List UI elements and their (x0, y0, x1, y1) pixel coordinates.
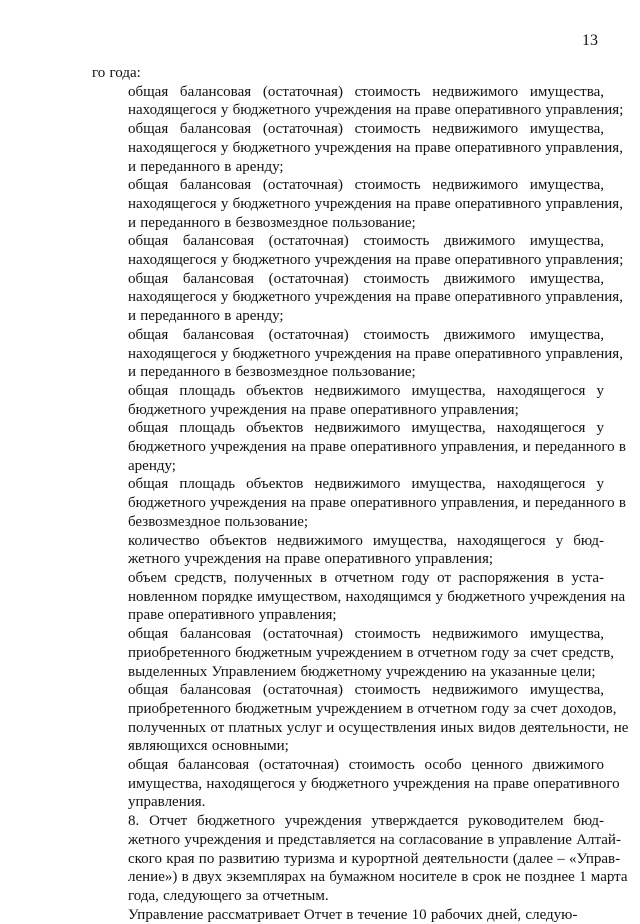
text-line: ление») в двух экземплярах на бумажном носителе в срок не позднее 1 марта (128, 869, 628, 886)
text-line: го года: (92, 65, 141, 81)
paragraph (92, 625, 615, 681)
text-line: общая балансовая (остаточная) стоимость особо ценного движимого (128, 757, 604, 774)
paragraph (92, 681, 629, 756)
text-line: Управление рассматривает Отчет в течение 10 рабочих дней, следую- (128, 906, 578, 923)
paragraph (92, 270, 623, 326)
paragraph (92, 83, 624, 120)
text-line: бюджетного учреждения на праве оперативного управления; (128, 401, 519, 418)
text-line: и переданного в аренду; (128, 158, 284, 175)
text-line: 8. Отчет бюджетного учреждения утверждается руководителем бюд- (128, 813, 604, 830)
text-line: ского края по развитию туризма и курортной деятельности (далее – «Управ- (128, 850, 621, 867)
paragraph (92, 532, 604, 569)
text-line: приобретенного бюджетным учреждением в отчетном году за счет доходов, (128, 700, 617, 717)
text-line: бюджетного учреждения на праве оперативного управления, и переданного в (128, 495, 626, 512)
text-line: общая балансовая (остаточная) стоимость движимого имущества, (128, 270, 604, 287)
paragraph (92, 812, 628, 906)
text-line: жетного учреждения и представляется на согласование в управление Алтай- (128, 831, 621, 848)
text-line: управления. (128, 794, 206, 811)
text-line: бюджетного учреждения на праве оперативного управления, и переданного в (128, 439, 626, 456)
text-line: жетного учреждения на праве оперативного управления; (128, 551, 494, 568)
paragraph (92, 120, 623, 176)
paragraph (92, 232, 624, 269)
text-line: полученных от платных услуг и осуществления иных видов деятельности, не (128, 719, 629, 736)
text-line: находящегося у бюджетного учреждения на праве оперативного управления; (128, 252, 624, 269)
text-line: количество объектов недвижимого имущества, находящегося у бюд- (128, 532, 604, 549)
text-line: и переданного в аренду; (128, 308, 284, 325)
body-text (92, 64, 629, 924)
text-line: находящегося у бюджетного учреждения на праве оперативного управления, (128, 195, 623, 212)
text-line: общая площадь объектов недвижимого имущества, находящегося у (128, 476, 604, 493)
text-line: находящегося у бюджетного учреждения на праве оперативного управления, (128, 139, 623, 156)
text-line: находящегося у бюджетного учреждения на праве оперативного управления, (128, 345, 623, 362)
text-line: года, следующего за отчетным. (128, 887, 329, 904)
paragraph (92, 756, 620, 812)
paragraph (92, 64, 604, 83)
paragraph (92, 419, 626, 475)
text-line: и переданного в безвозмездное пользование; (128, 364, 416, 381)
text-line: общая балансовая (остаточная) стоимость недвижимого имущества, (128, 121, 604, 138)
text-line: общая балансовая (остаточная) стоимость недвижимого имущества, (128, 626, 604, 643)
paragraph (92, 382, 604, 419)
paragraph (92, 475, 626, 531)
text-line: общая балансовая (остаточная) стоимость движимого имущества, (128, 326, 604, 343)
paragraph (92, 176, 623, 232)
text-line: общая площадь объектов недвижимого имущества, находящегося у (128, 382, 604, 399)
paragraph (92, 906, 604, 924)
page-number: 13 (582, 32, 598, 49)
text-line: аренду; (128, 457, 176, 474)
text-line: и переданного в безвозмездное пользование; (128, 214, 416, 231)
text-line: общая балансовая (остаточная) стоимость движимого имущества, (128, 233, 604, 250)
text-line: находящегося у бюджетного учреждения на праве оперативного управления, (128, 289, 623, 306)
text-line: общая площадь объектов недвижимого имущества, находящегося у (128, 420, 604, 437)
paragraph (92, 569, 626, 625)
paragraph (92, 326, 623, 382)
text-line: безвозмездное пользование; (128, 513, 309, 530)
text-line: приобретенного бюджетным учреждением в отчетном году за счет средств, (128, 644, 615, 661)
text-line: общая балансовая (остаточная) стоимость недвижимого имущества, (128, 177, 604, 194)
text-line: выделенных Управлением бюджетному учреждению на указанные цели; (128, 663, 596, 680)
text-line: являющихся основными; (128, 738, 289, 755)
text-line: праве оперативного управления; (128, 607, 337, 624)
text-line: объем средств, полученных в отчетном году от распоряжения в уста- (128, 569, 604, 586)
text-line: общая балансовая (остаточная) стоимость недвижимого имущества, (128, 682, 604, 699)
text-line: общая балансовая (остаточная) стоимость недвижимого имущества, (128, 83, 604, 100)
text-line: имущества, находящегося у бюджетного учреждения на праве оперативного (128, 775, 620, 792)
text-line: новленном порядке имуществом, находящимся у бюджетного учреждения на (128, 588, 626, 605)
text-line: находящегося у бюджетного учреждения на праве оперативного управления; (128, 102, 624, 119)
